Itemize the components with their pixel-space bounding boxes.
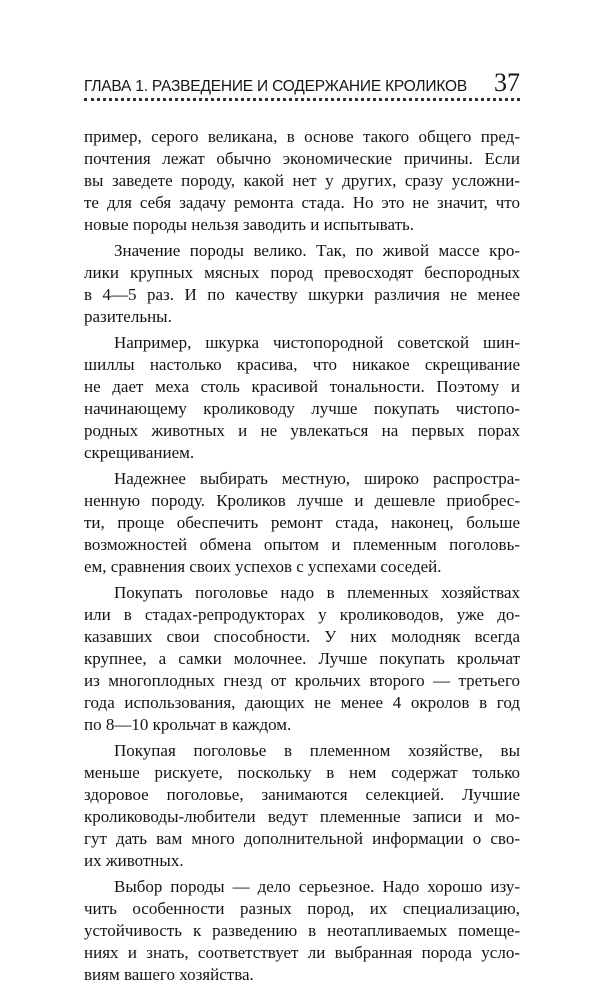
text-line: родных животных и не увлекаться на первых порах	[84, 421, 520, 440]
text-line: вы заведете породу, какой нет у других, сразу усложни-	[84, 171, 520, 190]
text-line: новые породы нельзя заводить и испытывать.	[84, 215, 414, 234]
text-line: крупнее, а самки молочнее. Лучше покупать крольчат	[84, 649, 520, 668]
text-line: шиллы настолько красива, что никакое скрещивание	[84, 355, 520, 374]
text-line: здоровое поголовье, занимаются селекцией. Лучшие	[84, 785, 520, 804]
text-line: гут дать вам много дополнительной информации о сво-	[84, 829, 520, 848]
paragraph	[84, 240, 520, 328]
text-line: пример, серого великана, в основе такого общего пред-	[84, 127, 520, 146]
text-line: казавших свои способности. У них молодняк всегда	[84, 627, 520, 646]
paragraph	[84, 126, 520, 236]
text-line: меньше рискуете, поскольку в нем содержат только	[84, 763, 520, 782]
paragraph	[84, 876, 520, 986]
text-line: скрещиванием.	[84, 443, 195, 462]
paragraph	[84, 468, 520, 578]
text-line: ниях и знать, соответствует ли выбранная порода усло-	[84, 943, 520, 962]
header-rule	[84, 98, 520, 101]
text-line: начинающему кролиководу лучше покупать чистопо-	[84, 399, 520, 418]
text-line: кролиководы-любители ведут племенные записи и мо-	[84, 807, 520, 826]
text-line: ненную породу. Кроликов лучше и дешевле приобрес-	[84, 491, 520, 510]
text-line: Значение породы велико. Так, по живой массе кро-	[114, 241, 520, 260]
text-line: по 8—10 крольчат в каждом.	[84, 715, 292, 734]
text-line: разительны.	[84, 307, 172, 326]
page-number: 37	[494, 68, 520, 97]
paragraph	[84, 582, 520, 736]
text-line: в 4—5 раз. И по качеству шкурки различия не менее	[84, 285, 520, 304]
text-line: почтения лежат обычно экономические причины. Если	[84, 149, 520, 168]
chapter-title: ГЛАВА 1. РАЗВЕДЕНИЕ И СОДЕРЖАНИЕ КРОЛИКОВ	[84, 78, 467, 95]
text-line: их животных.	[84, 851, 184, 870]
text-line: из многоплодных гнезд от крольчих второго — третьего	[84, 671, 520, 690]
paragraph	[84, 332, 520, 464]
text-line: лики крупных мясных пород превосходят беспородных	[84, 263, 520, 282]
text-line: Покупая поголовье в племенном хозяйстве, вы	[114, 741, 520, 760]
text-line: те для себя задачу ремонта стада. Но это не значит, что	[84, 193, 520, 212]
text-line: устойчивость к разведению в неотапливаемых помеще-	[84, 921, 520, 940]
running-head	[84, 66, 520, 106]
text-line: виям вашего хозяйства.	[84, 965, 254, 984]
text-line: или в стадах-репродукторах у кролиководов, уже до-	[84, 605, 520, 624]
text-line: возможностей обмена опытом и племенным поголовь-	[84, 535, 520, 554]
paragraph	[84, 740, 520, 872]
text-line: чить особенности разных пород, их специализацию,	[84, 899, 520, 918]
text-line: Выбор породы — дело серьезное. Надо хорошо изу-	[114, 877, 520, 896]
text-line: ти, проще обеспечить ремонт стада, наконец, больше	[84, 513, 520, 532]
text-line: года использования, дающих не менее 4 окролов в год	[84, 693, 520, 712]
text-line: Надежнее выбирать местную, широко распростра-	[114, 469, 520, 488]
text-line: ем, сравнения своих успехов с успехами соседей.	[84, 557, 442, 576]
text-line: Покупать поголовье надо в племенных хозяйствах	[114, 583, 520, 602]
body-text	[84, 126, 520, 990]
text-line: Например, шкурка чистопородной советской шин-	[114, 333, 520, 352]
text-line: не дает меха столь красивой тональности. Поэтому и	[84, 377, 520, 396]
